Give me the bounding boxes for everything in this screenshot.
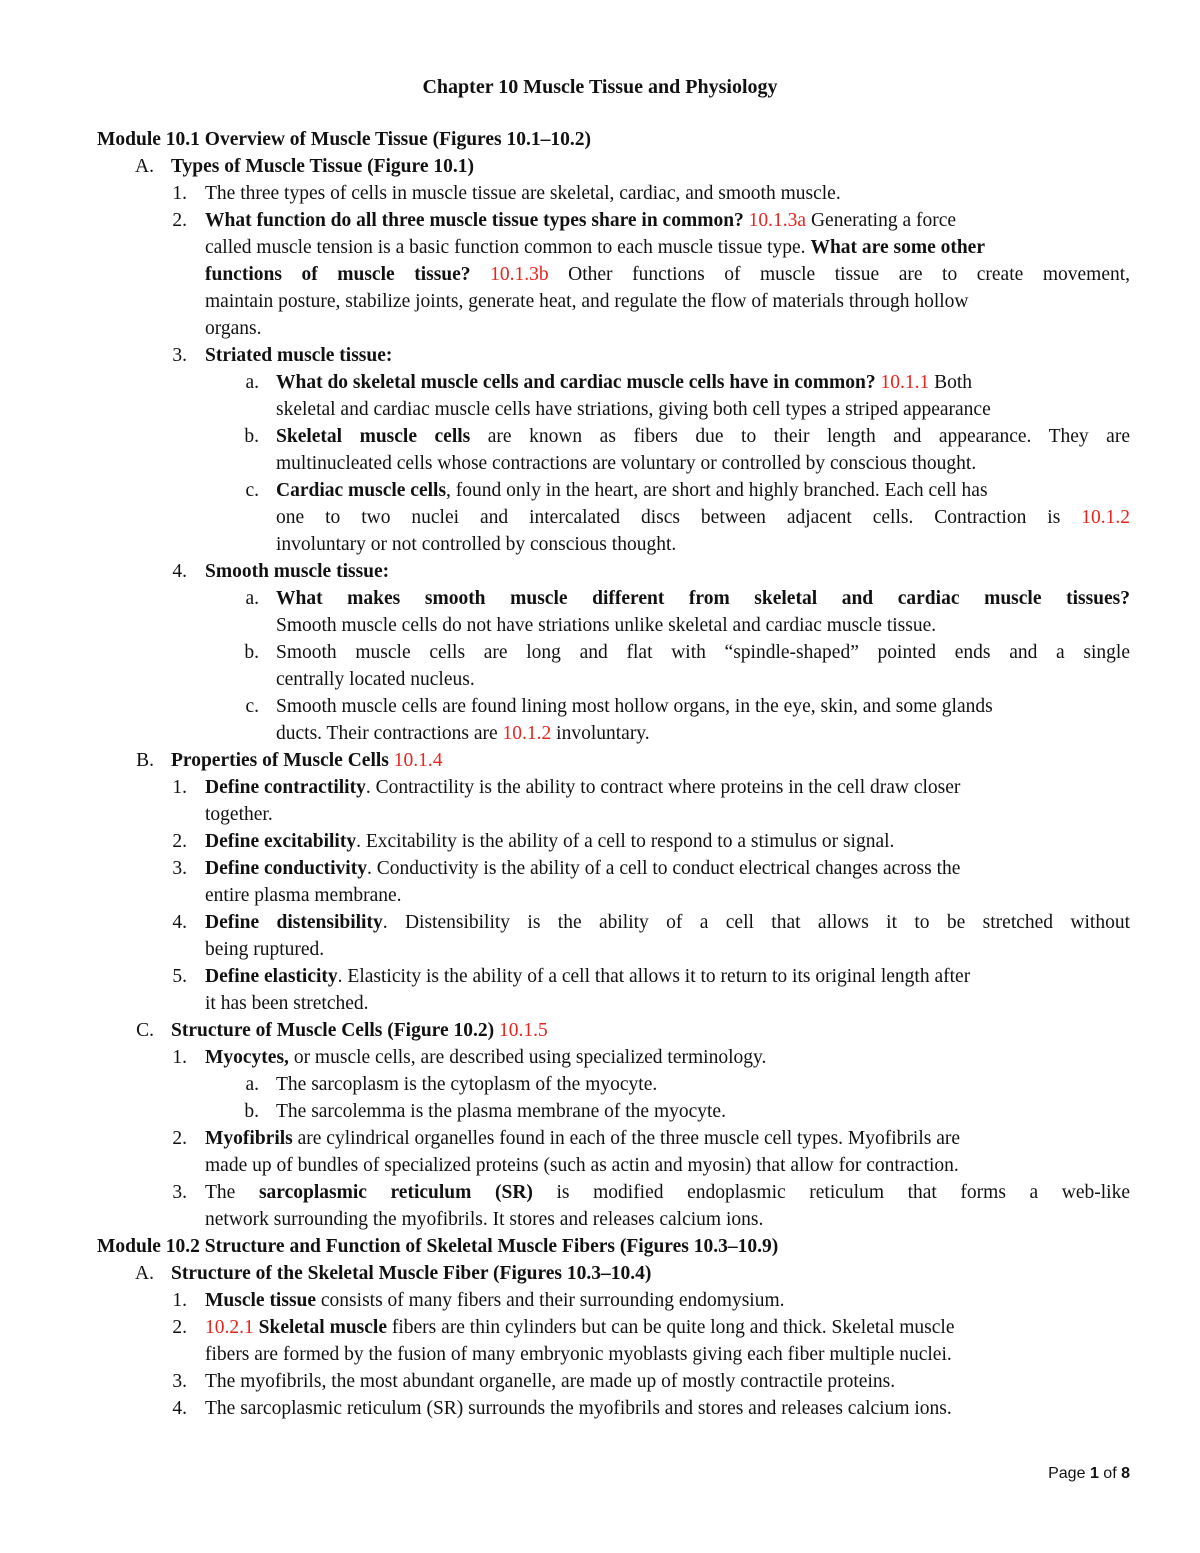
objective-ref: 10.2.1 <box>205 1317 254 1338</box>
item-text: Smooth muscle cells are found lining most hollow organs, in the eye, skin, and some glands <box>276 696 993 717</box>
page-footer <box>1048 1464 1130 1484</box>
item-text: Smooth muscle cells are long and flat with “spindle-shaped” pointed ends and a single <box>276 642 1130 663</box>
item-text: maintain posture, stabilize joints, generate heat, and regulate the flow of materials through hollow <box>205 291 969 312</box>
item-number: 3. <box>172 345 187 366</box>
objective-ref: 10.1.2 <box>502 723 552 744</box>
item-text: are cylindrical organelles found in each of the three muscle cell types. Myofibrils are <box>297 1128 961 1149</box>
document-title: Chapter 10 Muscle Tissue and Physiology <box>422 76 778 98</box>
section-label: C. <box>136 1020 154 1041</box>
item-text: together. <box>205 804 273 825</box>
item-text: or muscle cells, are described using specialized terminology. <box>293 1047 767 1068</box>
page-current: 1 <box>1089 1465 1099 1482</box>
item-text: The sarcoplasm is the cytoplasm of the myocyte. <box>276 1074 658 1095</box>
item-number: 1. <box>172 777 187 798</box>
item-text: made up of bundles of specialized proteins (such as actin and myosin) that allow for contraction. <box>205 1155 959 1176</box>
item-text: . Elasticity is the ability of a cell that allows it to return to its original length after <box>337 966 971 987</box>
item-number: 2. <box>172 210 187 231</box>
section-title: Properties of Muscle Cells <box>171 750 389 771</box>
term-text: Define contractility <box>205 777 366 798</box>
item-text: entire plasma membrane. <box>205 885 402 906</box>
section-label: B. <box>136 750 154 771</box>
sub-item-letter: a. <box>245 588 259 609</box>
item-text: are known as fibers due to their length and appearance. They are <box>487 426 1130 447</box>
item-number: 2. <box>172 831 187 852</box>
objective-ref: 10.1.1 <box>880 372 930 393</box>
item-text: network surrounding the myofibrils. It stores and releases calcium ions. <box>205 1209 764 1230</box>
objective-ref: 10.1.2 <box>1081 507 1130 528</box>
item-text: Generating a force <box>810 210 957 231</box>
sub-item-letter: b. <box>244 642 259 663</box>
item-text: The <box>205 1182 236 1203</box>
sub-item-letter: a. <box>245 1074 259 1095</box>
item-text: fibers are thin cylinders but can be quite long and thick. Skeletal muscle <box>391 1317 955 1338</box>
term-text: Define elasticity <box>205 966 338 987</box>
item-text: . Contractility is the ability to contract where proteins in the cell draw closer <box>365 777 961 798</box>
item-text: The three types of cells in muscle tissue are skeletal, cardiac, and smooth muscle. <box>205 183 841 204</box>
term-text: Define distensibility <box>205 912 383 933</box>
question-text: functions of muscle tissue? <box>205 264 471 285</box>
section-title: Structure of the Skeletal Muscle Fiber (Figures 10.3–10.4) <box>171 1263 652 1284</box>
term-text: Muscle tissue <box>205 1290 317 1311</box>
item-text: skeletal and cardiac muscle cells have striations, giving both cell types a striped appearance <box>276 399 991 420</box>
sub-item-letter: c. <box>245 480 259 501</box>
item-number: 4. <box>172 561 187 582</box>
term-text: Define conductivity <box>205 858 367 879</box>
question-text: What do skeletal muscle cells and cardiac muscle cells have in common? <box>276 372 876 393</box>
item-text: The sarcoplasmic reticulum (SR) surrounds the myofibrils and stores and releases calcium ions. <box>205 1398 952 1419</box>
section-label: A. <box>135 1263 154 1284</box>
item-text: Both <box>934 372 973 393</box>
term-text: Myocytes, <box>205 1047 289 1068</box>
item-number: 4. <box>172 1398 187 1419</box>
item-number: 3. <box>172 858 187 879</box>
item-heading: Smooth muscle tissue: <box>205 561 390 582</box>
item-text: The myofibrils, the most abundant organelle, are made up of mostly contractile proteins. <box>205 1371 896 1392</box>
item-number: 5. <box>172 966 187 987</box>
item-text: The sarcolemma is the plasma membrane of the myocyte. <box>276 1101 726 1122</box>
term-text: Skeletal muscle <box>258 1317 387 1338</box>
term-text: sarcoplasmic reticulum (SR) <box>258 1182 533 1203</box>
item-text: being ruptured. <box>205 939 325 960</box>
sub-item-letter: b. <box>244 1101 259 1122</box>
sub-item-letter: b. <box>244 426 259 447</box>
item-text: involuntary. <box>556 723 650 744</box>
page-total: 8 <box>1121 1465 1130 1482</box>
item-text: organs. <box>205 318 262 339</box>
objective-ref: 10.1.3b <box>490 264 549 285</box>
item-text: involuntary or not controlled by conscious thought. <box>276 534 677 555</box>
item-number: 1. <box>172 1047 187 1068</box>
objective-ref: 10.1.5 <box>499 1020 548 1041</box>
objective-ref: 10.1.4 <box>393 750 443 771</box>
item-text: Other functions of muscle tissue are to create movement, <box>568 264 1131 285</box>
item-text: . Excitability is the ability of a cell to respond to a stimulus or signal. <box>356 831 895 852</box>
item-number: 2. <box>172 1317 187 1338</box>
item-text: multinucleated cells whose contractions are voluntary or controlled by conscious thought. <box>276 453 977 474</box>
module-title: Module 10.1 Overview of Muscle Tissue (Figures 10.1–10.2) <box>97 129 591 150</box>
item-text: it has been stretched. <box>205 993 369 1014</box>
section-title: Structure of Muscle Cells (Figure 10.2) <box>171 1020 495 1041</box>
section-title: Types of Muscle Tissue (Figure 10.1) <box>171 156 474 177</box>
item-text: called muscle tension is a basic function common to each muscle tissue type. <box>205 237 806 258</box>
page-label: Page <box>1048 1465 1086 1482</box>
question-text: What function do all three muscle tissue types share in common? <box>205 210 744 231</box>
term-text: Myofibrils <box>205 1128 293 1149</box>
item-number: 1. <box>172 1290 187 1311</box>
term-text: Cardiac muscle cells <box>276 480 447 501</box>
module-title: Module 10.2 Structure and Function of Skeletal Muscle Fibers (Figures 10.3–10.9) <box>97 1236 779 1257</box>
item-text: . Distensibility is the ability of a cell that allows it to be stretched without <box>382 912 1130 933</box>
section-label: A. <box>135 156 154 177</box>
item-text: Smooth muscle cells do not have striations unlike skeletal and cardiac muscle tissue. <box>276 615 937 636</box>
term-text: Skeletal muscle cells <box>276 426 471 447</box>
sub-item-letter: c. <box>245 696 259 717</box>
sub-item-letter: a. <box>245 372 259 393</box>
item-number: 4. <box>172 912 187 933</box>
item-text: consists of many fibers and their surrounding endomysium. <box>320 1290 785 1311</box>
objective-ref: 10.1.3a <box>748 210 807 231</box>
question-text: What makes smooth muscle different from skeletal and cardiac muscle tissues? <box>276 588 1130 609</box>
question-text: What are some other <box>810 237 985 258</box>
item-text: centrally located nucleus. <box>276 669 475 690</box>
item-text: is modified endoplasmic reticulum that forms a web-like <box>556 1182 1130 1203</box>
item-text: , found only in the heart, are short and highly branched. Each cell has <box>446 480 988 501</box>
item-text: fibers are formed by the fusion of many embryonic myoblasts giving each fiber multiple nuclei. <box>205 1344 952 1365</box>
item-number: 3. <box>172 1371 187 1392</box>
item-number: 2. <box>172 1128 187 1149</box>
page-of-label: of <box>1103 1465 1117 1482</box>
term-text: Define excitability <box>205 831 357 852</box>
item-number: 1. <box>172 183 187 204</box>
item-number: 3. <box>172 1182 187 1203</box>
item-text: . Conductivity is the ability of a cell to conduct electrical changes across the <box>366 858 961 879</box>
item-text: one to two nuclei and intercalated discs between adjacent cells. Contraction is <box>276 507 1061 528</box>
item-text: ducts. Their contractions are <box>276 723 498 744</box>
item-heading: Striated muscle tissue: <box>205 345 393 366</box>
